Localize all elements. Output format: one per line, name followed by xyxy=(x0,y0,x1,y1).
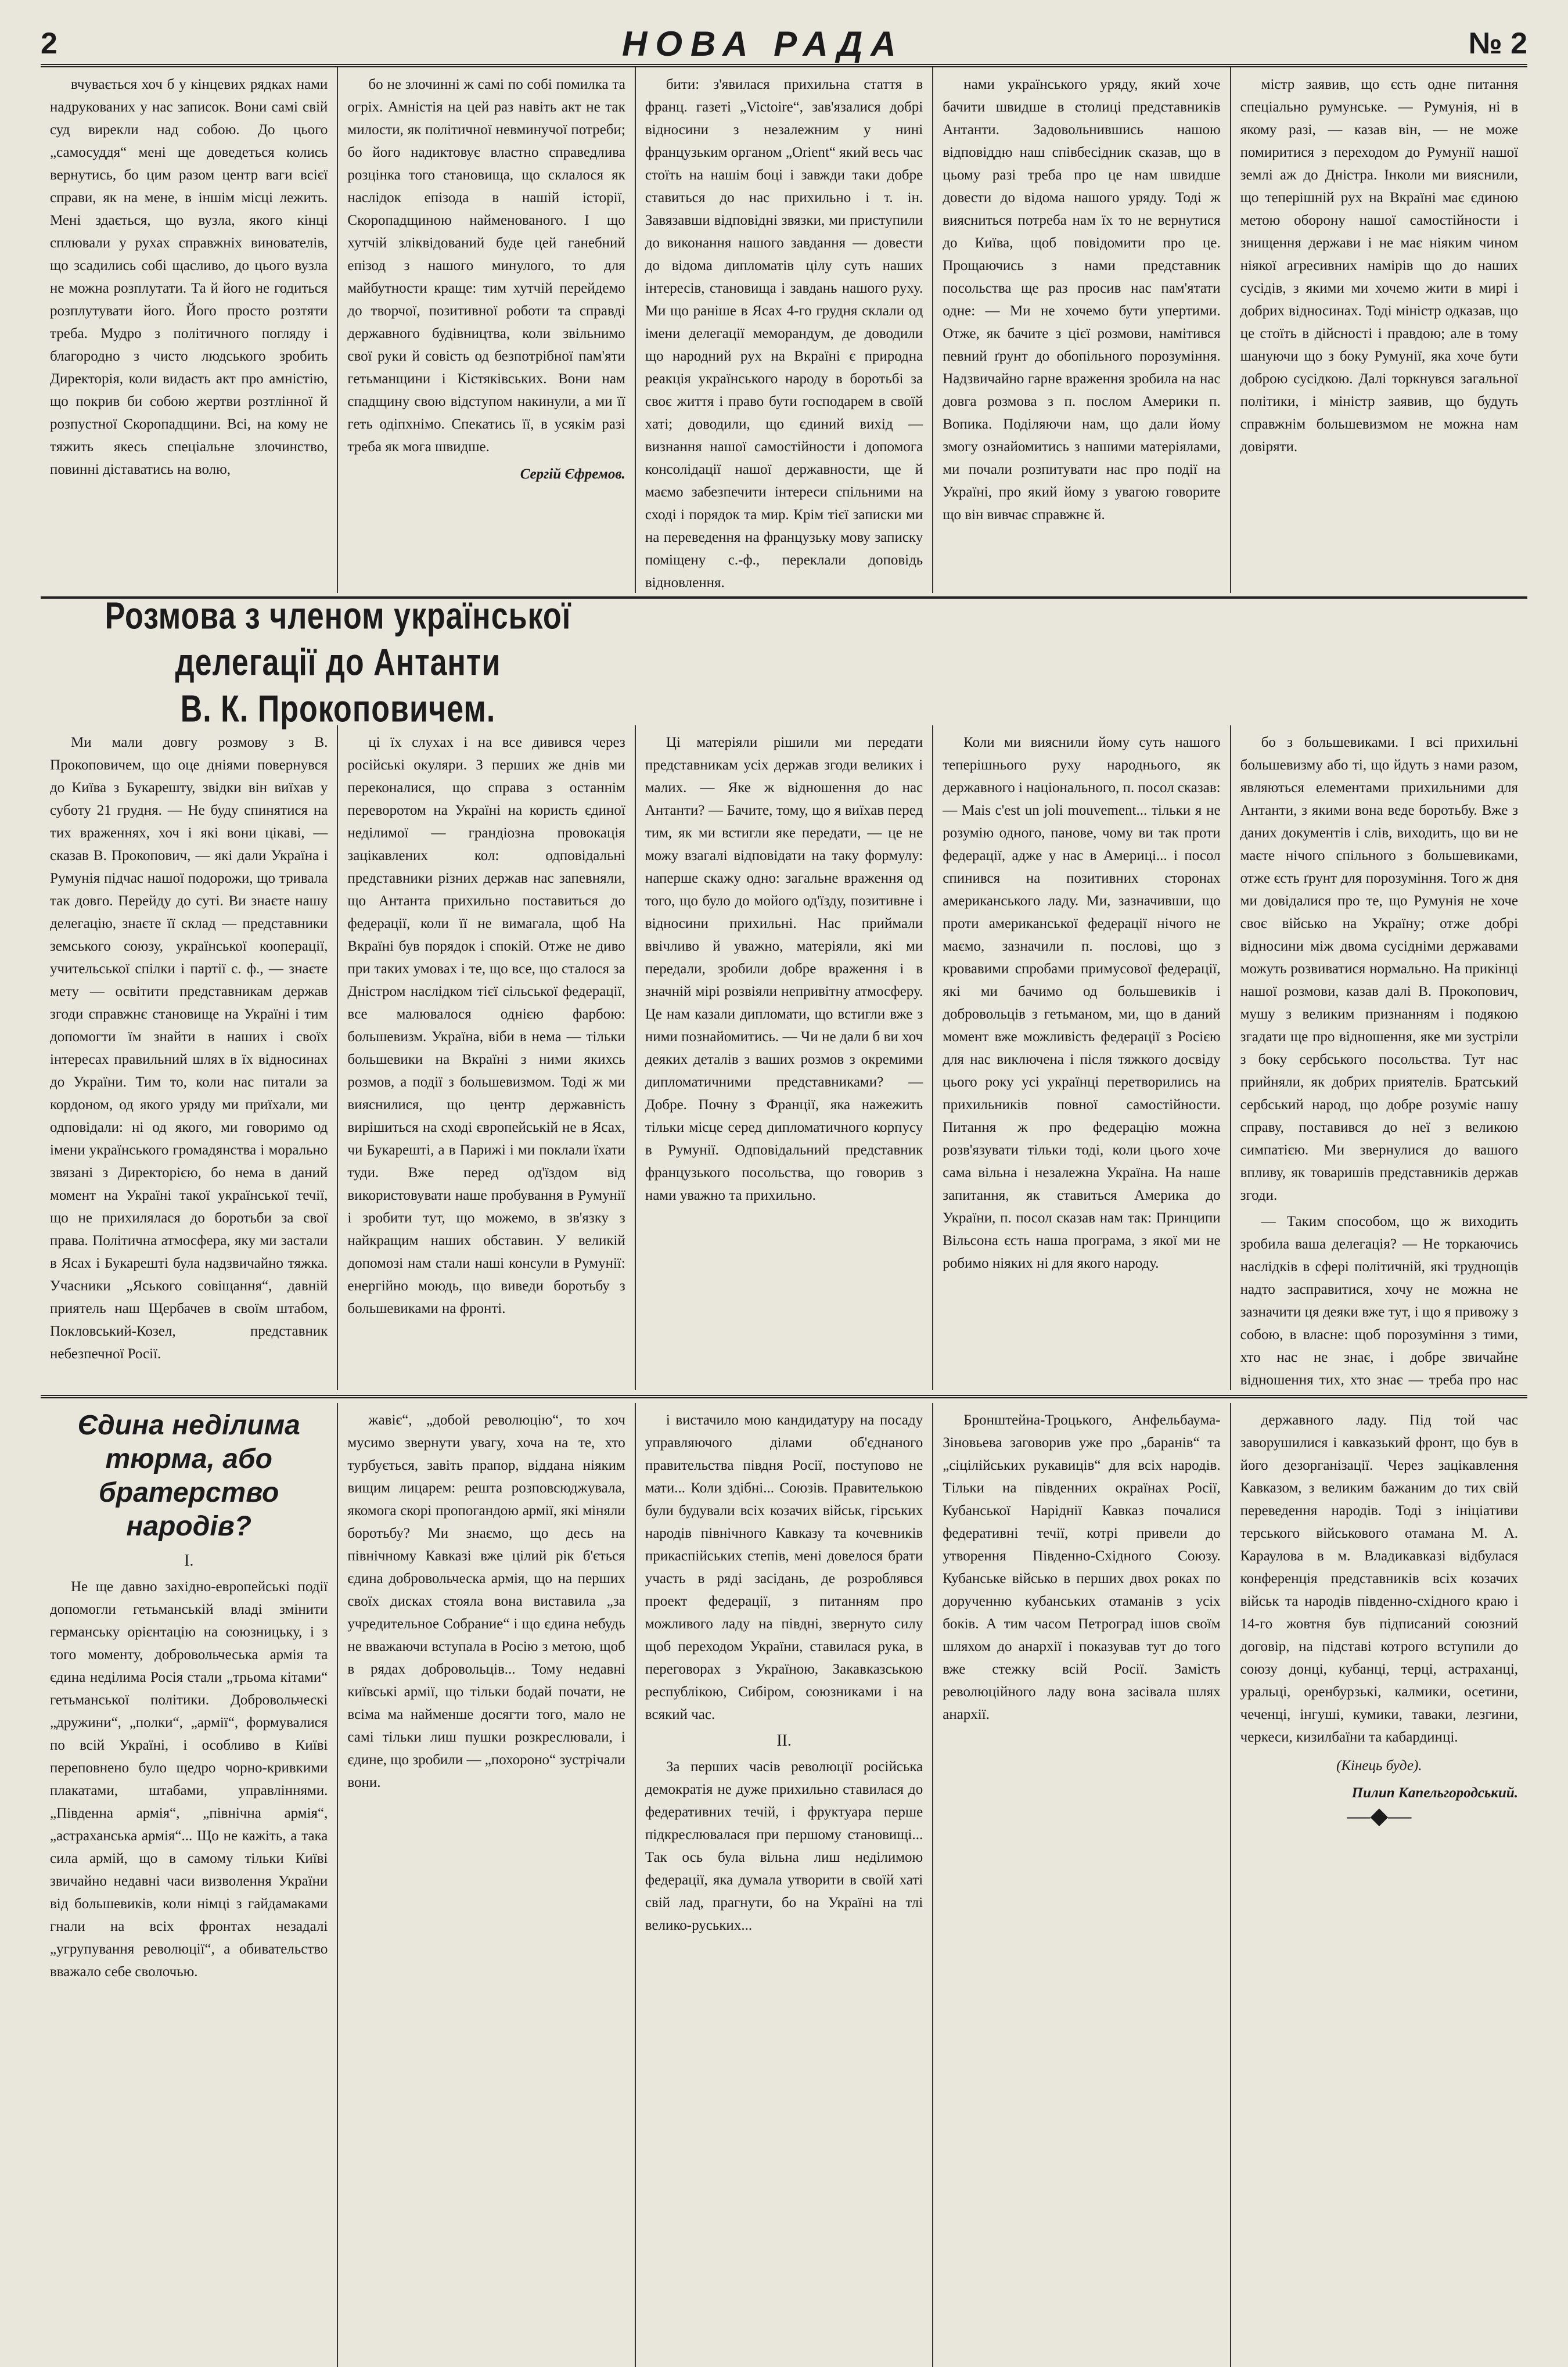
article-text: і вистачило мою кандидатуру на посаду управляючого ділами об'єднаного правительства півдня Росії, поступово не мати... Коли здібні... Союзів. Правителькою були будували всіх козачих військ, гірських народів північного Кавказу та кочевників прикаспійських степів, мені довелося брати участь в ряді засідань, де розроблявся проект федерації, з питанням про можливого ладу на півдні, звернуто силу щоб переходом України, ставилася рука, в переговорах з Україною, Закавказською республікою, Сибіром, союзниками і на всякий час. xyxy=(645,1412,923,1722)
section-number: II. xyxy=(776,1732,792,1750)
mid-column-1 xyxy=(41,725,338,1390)
top-column-4 xyxy=(933,67,1231,593)
article-text: Ці матеріяли рішили ми передати представникам усіх держав згоди великих і малих. — Яке ж відношення до нас Антанти? — Бачите, тому, що я виїхав перед тим, як ми встигли яке передати, — це не можу взагалі відповідати на таку формулу: наперше скажу одно: загальне враження од того, що було до мойого од'їзду, позитивне і відносини прихильні. Нас приймали ввічливо й уважно, матеріяли, які ми передали, зробили добре враження і в значній мірі розвіяли непривітну атмосферу. Це нам казали дипломати, що встигли вже з ними познайомитись. — Чи не дали б ви хоч деяких деталів з ваших розмов з окремими дипломатичними представниками? — Добре. Почну з Франції, яка нажежить тільки місце серед дипломатичного корпусу в Румунії. Одповідальний представник французького посольства, що говорив з нами уважно та прихильно. xyxy=(645,735,923,1203)
ornament-icon: —◆— xyxy=(1347,1803,1412,1829)
divider xyxy=(41,1395,1527,1398)
article-text: жавіє“, „добой революцію“, то хоч мусимо звернути увагу, хоча на те, хто турбується, завіть прапор, віддана ніяким вищим лицарем: решта розповсюджувала, якомога скорі пропогандою армії, які міняли боротьбу? Ми знаємо, що десь на північному Кавказі вже цілий рік б'ється єдина добровольческа армія, що на перших своїх дисках стояла вона виставила „за учредительное Собрание“ і що єдина небудь не вважаючи вступала в Росію з метою, щоб в рядах добровольців... Тому недавні київські армії, що тільки бодай почати, не всіма ма найменше досягти того, мало не самі тільки лиш пушки розкреслювали, і єдине, що зробили — „похороно“ зустрічали вони. xyxy=(347,1412,625,1790)
masthead xyxy=(41,23,1527,67)
headline-line-1: Розмова з членом української делегації до Антанти xyxy=(105,595,571,684)
section-number: I. xyxy=(184,1552,194,1570)
top-column-5 xyxy=(1231,67,1527,593)
article-text: бити: з'явилася прихильна стаття в франц. газеті „Victoire“, зав'язалися добрі відносини з незалежним у нині французьким органом „Orient“ який весь час стоїть на нашім боці і завжди таки добре ставиться до нас прихильно і т. ін. Завязавши відповідні звязки, ми приступили до виконання нашого завдання — довести до відома дипломатів цілу суть наших інтересів, становища і завдань нашого руху. Ми що раніше в Ясах 4-го грудня склали од імени делегації меморандум, де доводили що народний рух на Вкраїні є природна реакція українського народу в боротьбі за своє життя і право бути господарем в своїй хаті; доводили, що єдиний вихід — визнання нашої самостійности і допомога консолідації нашої державности, ще й маємо забезпечити інтереси спільними на сході і порядок та мир. Крім тієї записки ми на переведення на французьку мову записку поміщену с.-ф., переклали доповідь відновлення. xyxy=(645,77,923,591)
article-text: бо з большевиками. І всі прихильні большевизму або ті, що йдуть з нами разом, являються елементами прихильними для Антанти, з якими вона веде боротьбу. Вже з даних документів і слів, виходить, що ви не маєте нічого спільного з большевиками, отже єсть ґрунт для порозуміння. Того ж дня ми довідалися про те, що Румунія не хоче своє військо на Україну; отже добрі відносини між двома сусідніми державами можуть розвиватися нормально. На прикінці нашої розмови, казав далі В. Прокопович, мушу з великим признанням і подякою згадати ще про відношення, яке ми зустріли з боку сербського посольства. Тут нас прийняли, як добрих приятелів. Братський сербський народ, що добре розуміє нашу справу, поставився до неї з великою симпатією. Ми звернулися до вашого впливу, як товаришів представників держав згоди. xyxy=(1240,735,1519,1203)
top-articles xyxy=(41,67,1527,593)
article-headline xyxy=(41,593,635,732)
bottom-column-5 xyxy=(1231,1403,1527,2367)
mid-column-4 xyxy=(933,725,1231,1390)
article-text: Не ще давно західно-европейські події допомогли гетьманській владі змінити германську орієнтацію на союзницьку, і з того моменту, добровольчеська армія та єдина неділима Росія стали „трьома кітами“ гетьманської політики. Добровольческі „дружини“, „полки“, „армії“, формувалися по всій Україні, і особливо в Київі переповнено було щедро чорно-кривкими плакатами, штабами, управліннями. „Південна армія“, „північна армія“, „астраханська армія“... Що не кажіть, а така сила армій, що в самому тільки Київі звичайно недавні часи визволення України від большевиків, коли німці з гайдамаками гнали на всіх фронтах незадалі „угрупування революції“, а обивательство вважало себе сволочью. xyxy=(50,1579,328,1980)
bottom-article xyxy=(41,1403,1527,2367)
article-text: державного ладу. Під той час заворушилися і кавказький фронт, що був в його дезорганізації. Через зацікавлення Кавказом, з великим бажаним до тих свій переведення народів. Тоді з ініціативи терського військового отамана М. А. Караулова в м. Владикавказі відбулася конференція представників всіх козачих військ та народів південно-східного краю і 14-го жовтня був підписаний союзний договір, на підставі котрого вступили до союзу донці, кубанці, терці, астраханці, уральці, оренбурзькі, калмики, осетини, чеченці, інгуші, кумики, таваки, лезгини, черкеси, кизилбаїни та кабардинці. xyxy=(1240,1412,1519,1745)
article-text: Коли ми вияснили йому суть нашого теперішнього руху народнього, як державного і національного, п. посол сказав: — Mais c'est un joli mouvement... тільки я не розумію одного, панове, чому ви так проти федерації, адже у нас в Америці... і посол спинився на позитивних сторонах американського ладу. Ми, зазначивши, що проти американської федерації нічого не маємо, зазначили п. послові, що з кровавими спробами примусової федерації, які ми бачимо од большевиків і добровольців з гетьманом, ми, що в даний момент вже можливість федерації з Росією для нас виключена і після тяжкого досвіду цього року усі українці перетворились на прихильників повної самостійности. Питання ж про федерацію можна розв'язувати тільки тоді, коли цього хоче сама вільна і незалежна Україна. На наше запитання, як ставиться Америка до України, п. посол сказав нам так: Принципи Вільсона єсть наша програма, з якої ми не робимо ніяких ні для якого народу. xyxy=(943,735,1221,1271)
headline-wrapper xyxy=(41,595,635,731)
headline-line-2: В. К. Прокоповичем. xyxy=(180,688,496,731)
article-text: ці їх слухах і на все дивився через російські окуляри. З перших же днів ми переконалися, що справа з останнім переворотом на Україні на користь єдиної неділимої — грандіозна провокація зацікавлених кол: одповідальні представники різних держав нас запевняли, що Антанта прихильно поставиться до федерації, коли її не вимагала, щоб На Вкраїні був порядок і спокій. Отже не диво при таких умовах і те, що все, що сталося за Дністром наслідком тієї сільської федерації, все малювалося однією фарбою: большевизм. Україна, віби в нема — тільки большевики на Вкраїні з ними якихсь розмов, а події з большевизмом. Тоді ж ми вияснилися, що центр державність вирішиться на сході європейській не в Ясах, чи Букарешті, а в Парижі і ми поклали їхати туди. Вже перед од'їздом від використовувати наше пробування в Румунії і зробити тут, що можемо, в зв'язку з найкращим наших обставин. У великій допомозі нам стали наші консули в Румунії: енергійно моюдь, що виведи боротьбу з большевиками на фронті. xyxy=(347,735,625,1316)
mid-column-5 xyxy=(1231,725,1527,1390)
article-text: Бронштейна-Троцького, Анфельбаума-Зіновьева заговорив уже про „баранів“ та „сіцілійських рукавиців“ для всіх народів. Тільки на південних окраїнах Росії, Кубанської Наріднії Кавказ почалися федеративні течії, котрі привели до утворення Південно-Східного Союзу. Кубанське військо в перших двох роках по дорученню кубанських отаманів з усіх боків. А тим часом Петроград ішов своїм шляхом до анархії і показував тут до того вже стежку всій Росії. Замість революційного ладу вона засівала шлях анархії. xyxy=(943,1412,1221,1722)
bottom-column-2 xyxy=(338,1403,635,2367)
mid-column-2 xyxy=(338,725,635,1390)
article-text: вчувається хоч б у кінцевих рядках нами надрукованих у нас записок. Вони самі свій суд вирекли над собою. До цього „самосуддя“ мені ще доведеться колись вернутись, бо цим разом центр ваги всієї справи, як на мене, в іншім місці лежить. Мені здається, що вузла, якого кінці сплювали у рухах справжніх винователів, що зсадились собі щасливо, до цього вузла не можна розплутати. Та й його не годиться розплутувати його. Його просто розтяти треба. Мудро з політичного погляду і благородно з чисто людського зробить Директорія, коли видасть акт про амністію, що покрив би собою жертви розтлінної й розпустної Скоропадщини. Всі, на кому не тяжить якесь спеціальне злочинство, повинні діставатись на волю, xyxy=(50,77,328,477)
issue-number: № 2 xyxy=(1468,27,1527,60)
newspaper-title: НОВА РАДА xyxy=(622,24,904,63)
top-column-2 xyxy=(338,67,635,593)
interview-article xyxy=(41,595,1527,731)
interview-body xyxy=(41,725,1527,1390)
bottom-column-4 xyxy=(933,1403,1231,2367)
article-text: нами українського уряду, який хоче бачити швидше в столиці представників Антанти. Задовольнившись нашою відповіддю наш співбесідник сказав, що в цьому разі треба про це нам швидше довести до відома нашого уряду. Тоді ж виясниться потреба нам їх то не вернутися до Київа, щоб повідомити про це. Прощаючись з нами представник посольства ще раз просив нас пам'ятати одне: — Ми не хочемо бути упертими. Отже, як бачите з цієї розмови, намітився певний ґрунт до обопільного порозуміння. Надзвичайно гарне враження зробила на нас довга розмова з п. послом Америки п. Вопика. Поділяючи нам, що дали йому змогу ознайомитись з нашими матеріялами, ми почали розпитувати нас про події на Україні, про який йому з увагою говорите що він вивчає справжнє й. xyxy=(943,77,1221,523)
article-text: містр заявив, що єсть одне питання спеціально румунське. — Румунія, ні в якому разі, — казав він, — не може помиритися з переходом до Румунії нашої землі аж до Дністра. Інколи ми вияснили, що теперішній рух на Вкраїні має єдиною метою оборону нашої самостійности і знищення держави і не має ніяким чином ніякої агресивних намірів що до наших сусідів, з якими ми хочемо жити в мирі і добрих відносинах. Тоді міністр одказав, що це стоїть в дійсності і правдою; але в тому шануючи що з боку Румунії, яка хоче бути доброю сусідкою. Далі торкнувся загальної політики, і міністр заявив, що будуть справжнім большевизмом не можна нам довіряти. xyxy=(1240,77,1519,455)
top-column-1 xyxy=(41,67,338,593)
article-text: За перших часів революції російська демократія не дуже прихильно ставилася до федеративних течій, і фруктуара перше підкреслювалася при першому становищі... Так ось була вільна лиш неділимою федерації, яка думала утворити в своїй хаті свій лад, прагнути, бо на Україні на тлі велико-руських... xyxy=(645,1759,923,1933)
bottom-column-1 xyxy=(41,1403,338,2367)
continued-note: (Кінець буде). xyxy=(1336,1758,1422,1774)
article-text: — Таким способом, що ж виходить зробила ваша делегація? — Не торкаючись наслідків в сфері політичній, які труднощів надто засправитися, хочу не можна не зазначити ця деяки вже тут, і що я привожу з собою, в власне: щоб порозуміння з тими, хто нас не знає, і добре звичайне відношення тих, хто знає — треба про нас xyxy=(1240,1214,1519,1388)
newspaper-page xyxy=(41,23,1527,2300)
page-number-left: 2 xyxy=(41,27,57,60)
top-column-3 xyxy=(636,67,933,593)
bottom-column-3 xyxy=(636,1403,933,2367)
author-signature: Пилип Капельгородський. xyxy=(1351,1785,1519,1801)
article-text: Ми мали довгу розмову з В. Прокоповичем, що оце дніями повернувся до Київа з Букарешту, звідки він виїхав у суботу 21 грудня. — Не буду спинятися на тих враженнях, хоч і які вони цікаві, — сказав В. Прокопович, — які дали Україна і Румунія підчас нашої подорожи, що тривала так довго. Перейду до суті. Ви знаєте нашу делегацію, знаєте її склад — представники земського союзу, української кооперації, учительської спілки і партії с. ф., — знаєте мету — освітити представникам держав згоди справжнє становище на Україні і тим допомогти їм знайти в наших і своїх інтересах правильний шлях в їх відносинах до України. Тим то, коли нас питали за кордоном, од якого уряду ми приїхали, ми одповідали: ні од якого, ми говоримо од імени українського громадянства і морально звязані з Директорією, бо нема в даний момент на Україні такої української течії, що не прихилялася до боротьби за свої права. Політична атмосфера, яку ми застали в Ясах і Букарешті була надзвичайно тяжка. Учасники „Яського совіщання“, давній приятель наш Щербачев в своїм штабом, Покловський-Козел, представник небезпечної Росії. xyxy=(50,735,328,1362)
article-text: бо не злочинні ж самі по собі помилка та огріх. Амністія на цей раз навіть акт не так милости, як політичної невминучої потреби; бо його надиктовує властно справедлива розцінка того становища, що склалося як наслідок епізода в нашій історії, Скоропадщиною найменованого. І що хутчій зліквідований буде цей ганебний епізод з нашого минулого, то для майбутности краще: тим хутчій перейдемо до творчої, позитивної роботи та справді державного будівництва, коли звільнимо свої руки й совість од безпотрібної пам'яти гетьманщини і Кістяківських. Вони нам спадщину свою відступом накинули, а ми її геть одіпхнімо. Спекатись її, в усякім разі треба як мога швидше. xyxy=(347,77,625,455)
author-signature: Сергій Єфремов. xyxy=(520,466,625,482)
article-headline: Єдина неділима тюрма, або братерство народів? xyxy=(77,1410,300,1542)
mid-column-3 xyxy=(636,725,933,1390)
